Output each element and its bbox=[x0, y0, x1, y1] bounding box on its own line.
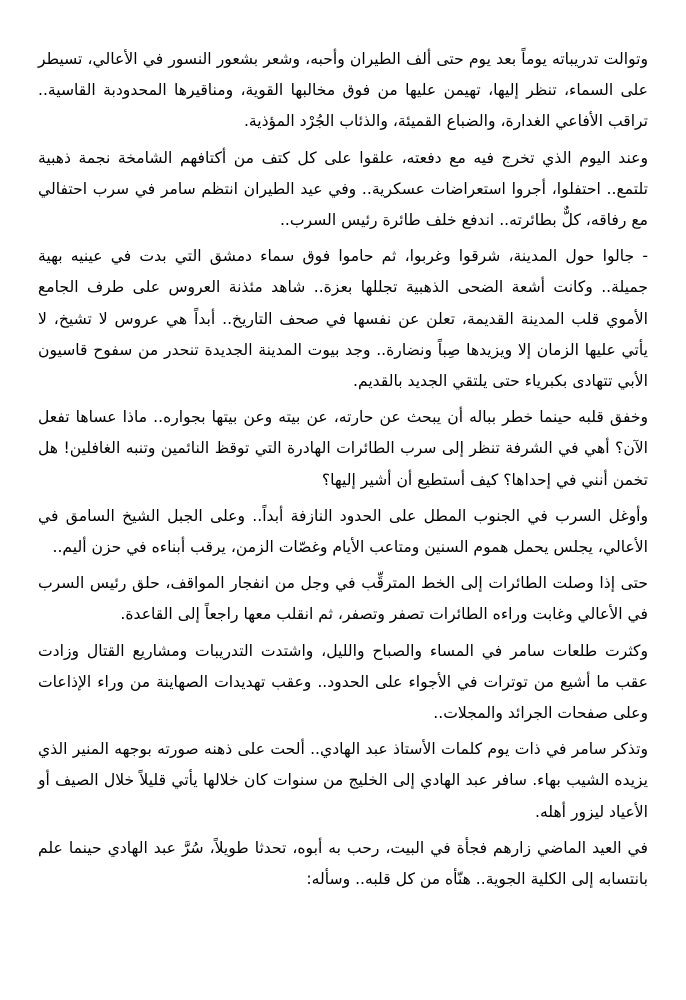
paragraph-9: في العيد الماضي زارهم فجأة في البيت، رحب به أبوه، تحدثا طويلاً، سُرَّ عبد الهادي حينما علم بانتسابه إلى الكلية الجوية.. هنّأه من كل قلبه.. وسأله: bbox=[38, 838, 648, 889]
paragraph-3: - جالوا حول المدينة، شرقوا وغربوا، ثم حاموا فوق سماء دمشق التي بدت في عينيه بهية جميلة.. وكانت أشعة الضحى الذهبية تجللها بعزة.. شاهد مئذنة العروس على طرف الجامع الأموي قلب المدينة القديمة، تعلن عن نفسها في صحف التاريخ.. أبداً هي عروس لا تشيخ، لا يأتي عليها الزمان إلا ويزيدها صِباً ونضارة.. وجد بيوت المدينة الجديدة تنحدر من سفوح قاسيون الأبي تتهادى بكبرياء حتى يلتقي الجديد بالقديم. bbox=[38, 247, 648, 391]
paragraph-1: وتوالت تدريباته يوماً بعد يوم حتى ألف الطيران وأحبه، وشعر بشعور النسور في الأعالي، تسيطر على السماء، تنظر إليها، تهيمن عليها من فوق مخالبها القوية، ومناقيرها المحدودبة القاسية.. تراقب الأفاعي الغدارة، والضباع القميئة، والذئاب الجُرْد المؤذية. bbox=[38, 50, 648, 131]
paragraph-2: وعند اليوم الذي تخرج فيه مع دفعته، علقوا على كل كتف من أكتافهم الشامخة نجمة ذهبية تلتمع.. احتفلوا، أجروا استعراضات عسكرية.. وفي عيد الطيران انتظم سامر في سرب احتفالي مع رفاقه، كلٌّ بطائرته.. اندفع خلف طائرة رئيس السرب.. bbox=[38, 148, 648, 230]
paragraph-4: وخفق قلبه حينما خطر بباله أن يبحث عن حارته، عن بيته وعن بيتها بجواره.. ماذا عساها تفعل الآن؟ أهي في الشرفة تنظر إلى سرب الطائرات الهادرة التي توقظ النائمين وتنبه الغافلين! هل تخمن أنني في إحداها؟ كيف أستطيع أن أشير إليها؟ bbox=[38, 408, 648, 489]
paragraph-5: وأوغل السرب في الجنوب المطل على الحدود النازفة أبداً.. وعلى الجبل الشيخ السامق في الأعالي، يجلس يحمل هموم السنين ومتاعب الأيام وغصّات الزمن، يرقب أبناءه في حزن أليم.. bbox=[38, 506, 648, 557]
paragraph-7: وكثرت طلعات سامر في المساء والصباح والليل، واشتدت التدريبات ومشاريع القتال وزادت عقب ما أشيع من توترات في الأجواء على الحدود.. وعقب تهديدات الصهاينة من وراء الإذاعات وعلى صفحات الجرائد والمجلات.. bbox=[38, 641, 648, 723]
paragraph-6: حتى إذا وصلت الطائرات إلى الخط المترقِّب في وجل من انفجار المواقف، حلق رئيس السرب في الأعالي وغابت وراءه الطائرات تصفر وتصفر، ثم انقلب معها راجعاً إلى القاعدة. bbox=[38, 574, 648, 624]
paragraph-8: وتذكر سامر في ذات يوم كلمات الأستاذ عبد الهادي.. ألحت على ذهنه صورته بوجهه المنير الذي يزيده الشيب بهاء. سافر عبد الهادي إلى الخليج من سنوات كان خلالها يأتي قليلاً خلال الصيف أو الأعياد ليزور أهله. bbox=[38, 740, 648, 821]
